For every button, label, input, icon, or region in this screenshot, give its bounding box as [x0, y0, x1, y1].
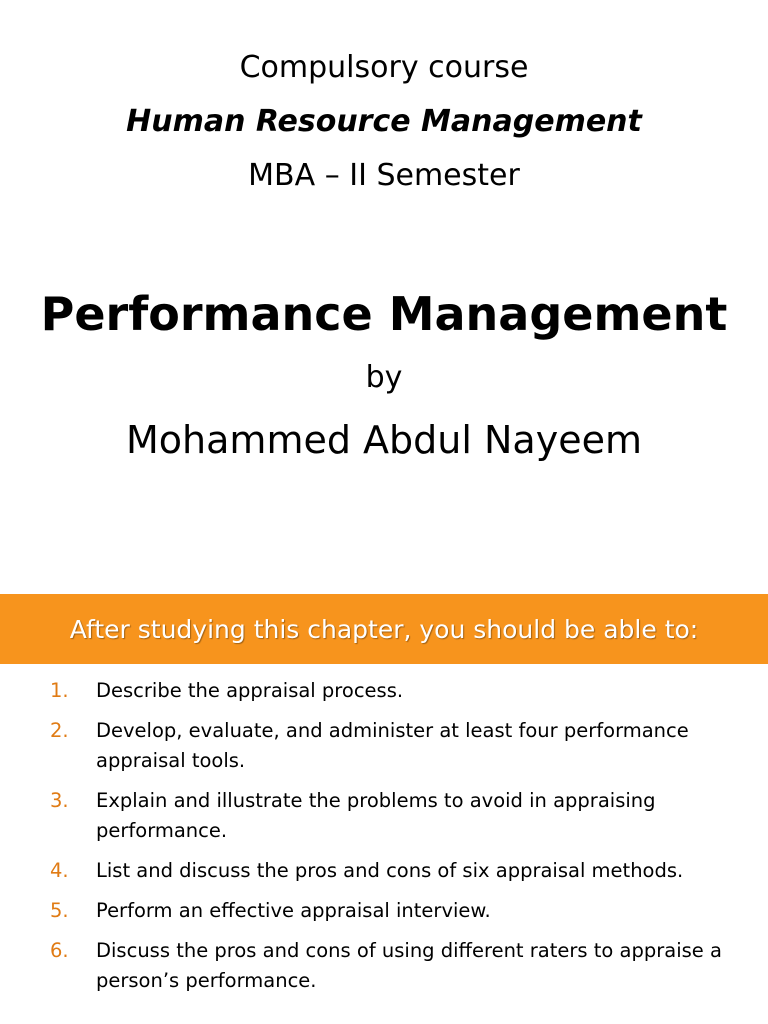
list-item-number: 5. [50, 899, 69, 922]
list-item-text: Develop, evaluate, and administer at least four performance appraisal tools. [96, 719, 689, 772]
semester-line: MBA – II Semester [248, 158, 520, 193]
list-item-text: List and discuss the pros and cons of six appraisal methods. [96, 859, 684, 882]
by-line: by [365, 360, 403, 395]
list-item [0, 786, 768, 846]
list-item [0, 896, 768, 926]
list-item-text: Perform an effective appraisal interview. [96, 899, 491, 922]
list-item-text: Describe the appraisal process. [96, 679, 404, 702]
objectives-banner [0, 594, 768, 664]
author-name: Mohammed Abdul Nayeem [126, 418, 642, 462]
list-item [0, 716, 768, 776]
list-item-number: 2. [50, 719, 69, 742]
list-item-number: 1. [50, 679, 69, 702]
list-item [0, 936, 768, 996]
list-item [0, 856, 768, 886]
list-item-number: 4. [50, 859, 69, 882]
objectives-banner-text: After studying this chapter, you should be able to: [69, 614, 699, 644]
list-item-number: 3. [50, 789, 69, 812]
list-item-text: Explain and illustrate the problems to avoid in appraising performance. [96, 789, 656, 842]
course-type-line: Compulsory course [239, 50, 529, 85]
objectives-list [0, 676, 768, 1006]
list-item-number: 6. [50, 939, 69, 962]
page-title: Performance Management [40, 287, 728, 341]
course-name: Human Resource Management [126, 104, 642, 139]
list-item-text: Discuss the pros and cons of using different raters to appraise a person’s performance. [96, 939, 722, 992]
list-item [0, 676, 768, 706]
